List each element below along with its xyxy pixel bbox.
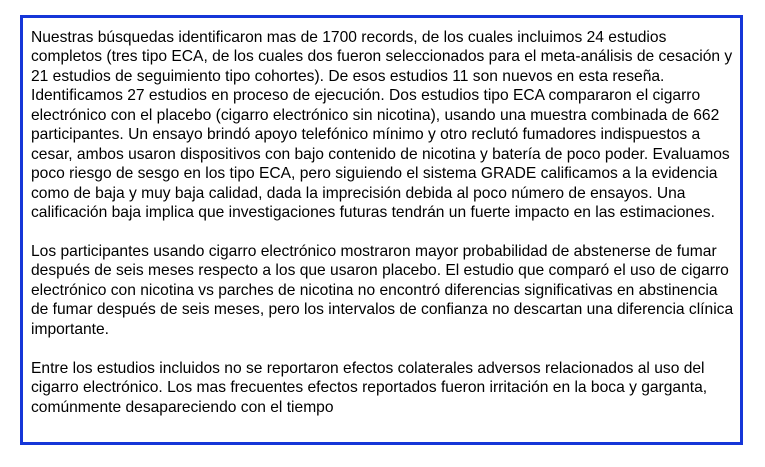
text-box-content — [31, 28, 736, 417]
paragraph-abstinence-findings: Los participantes usando cigarro electrónico mostraron mayor probabilidad de abstenerse de fumar después de seis meses respecto a los que usaron placebo. El estudio que comparó el uso de cigarro electrónico con nicotina vs parches de nicotina no encontró diferencias significativas en abstinencia de fumar después de seis meses, pero los intervalos de confianza no descartan una diferencia clínica importante. — [31, 242, 734, 338]
paragraph-adverse-effects: Entre los estudios incluidos no se reportaron efectos colaterales adversos relacionados al uso del cigarro electrónico. Los mas frecuentes efectos reportados fueron irritación en la boca y garganta, comúnmente desapareciendo con el tiempo — [31, 359, 708, 416]
paragraph-search-results: Nuestras búsquedas identificaron mas de 1700 records, de los cuales incluimos 24 estudios completos (tres tipo ECA, de los cuales dos fueron seleccionados para el meta-análisis de cesación y 21 estudios de seguimiento tipo cohortes). De esos estudios 11 son nuevos en esta reseña. Identificamos 27 estudios en proceso de ejecución. Dos estudios tipo ECA compararon el cigarro electrónico con el placebo (cigarro electrónico sin nicotina), usando una muestra combinada de 662 participantes. Un ensayo brindó apoyo telefónico mínimo y otro reclutó fumadores indispuestos a cesar, ambos usaron dispositivos con bajo contenido de nicotina y batería de poco poder. Evaluamos poco riesgo de sesgo en los tipo ECA, pero siguiendo el sistema GRADE calificamos a la evidencia como de baja y muy baja calidad, dada la imprecisión debida al poco número de ensayos. Una calificación baja implica que investigaciones futuras tendrán un fuerte impacto en las estimaciones. — [31, 29, 733, 222]
text-box-frame — [20, 15, 743, 445]
